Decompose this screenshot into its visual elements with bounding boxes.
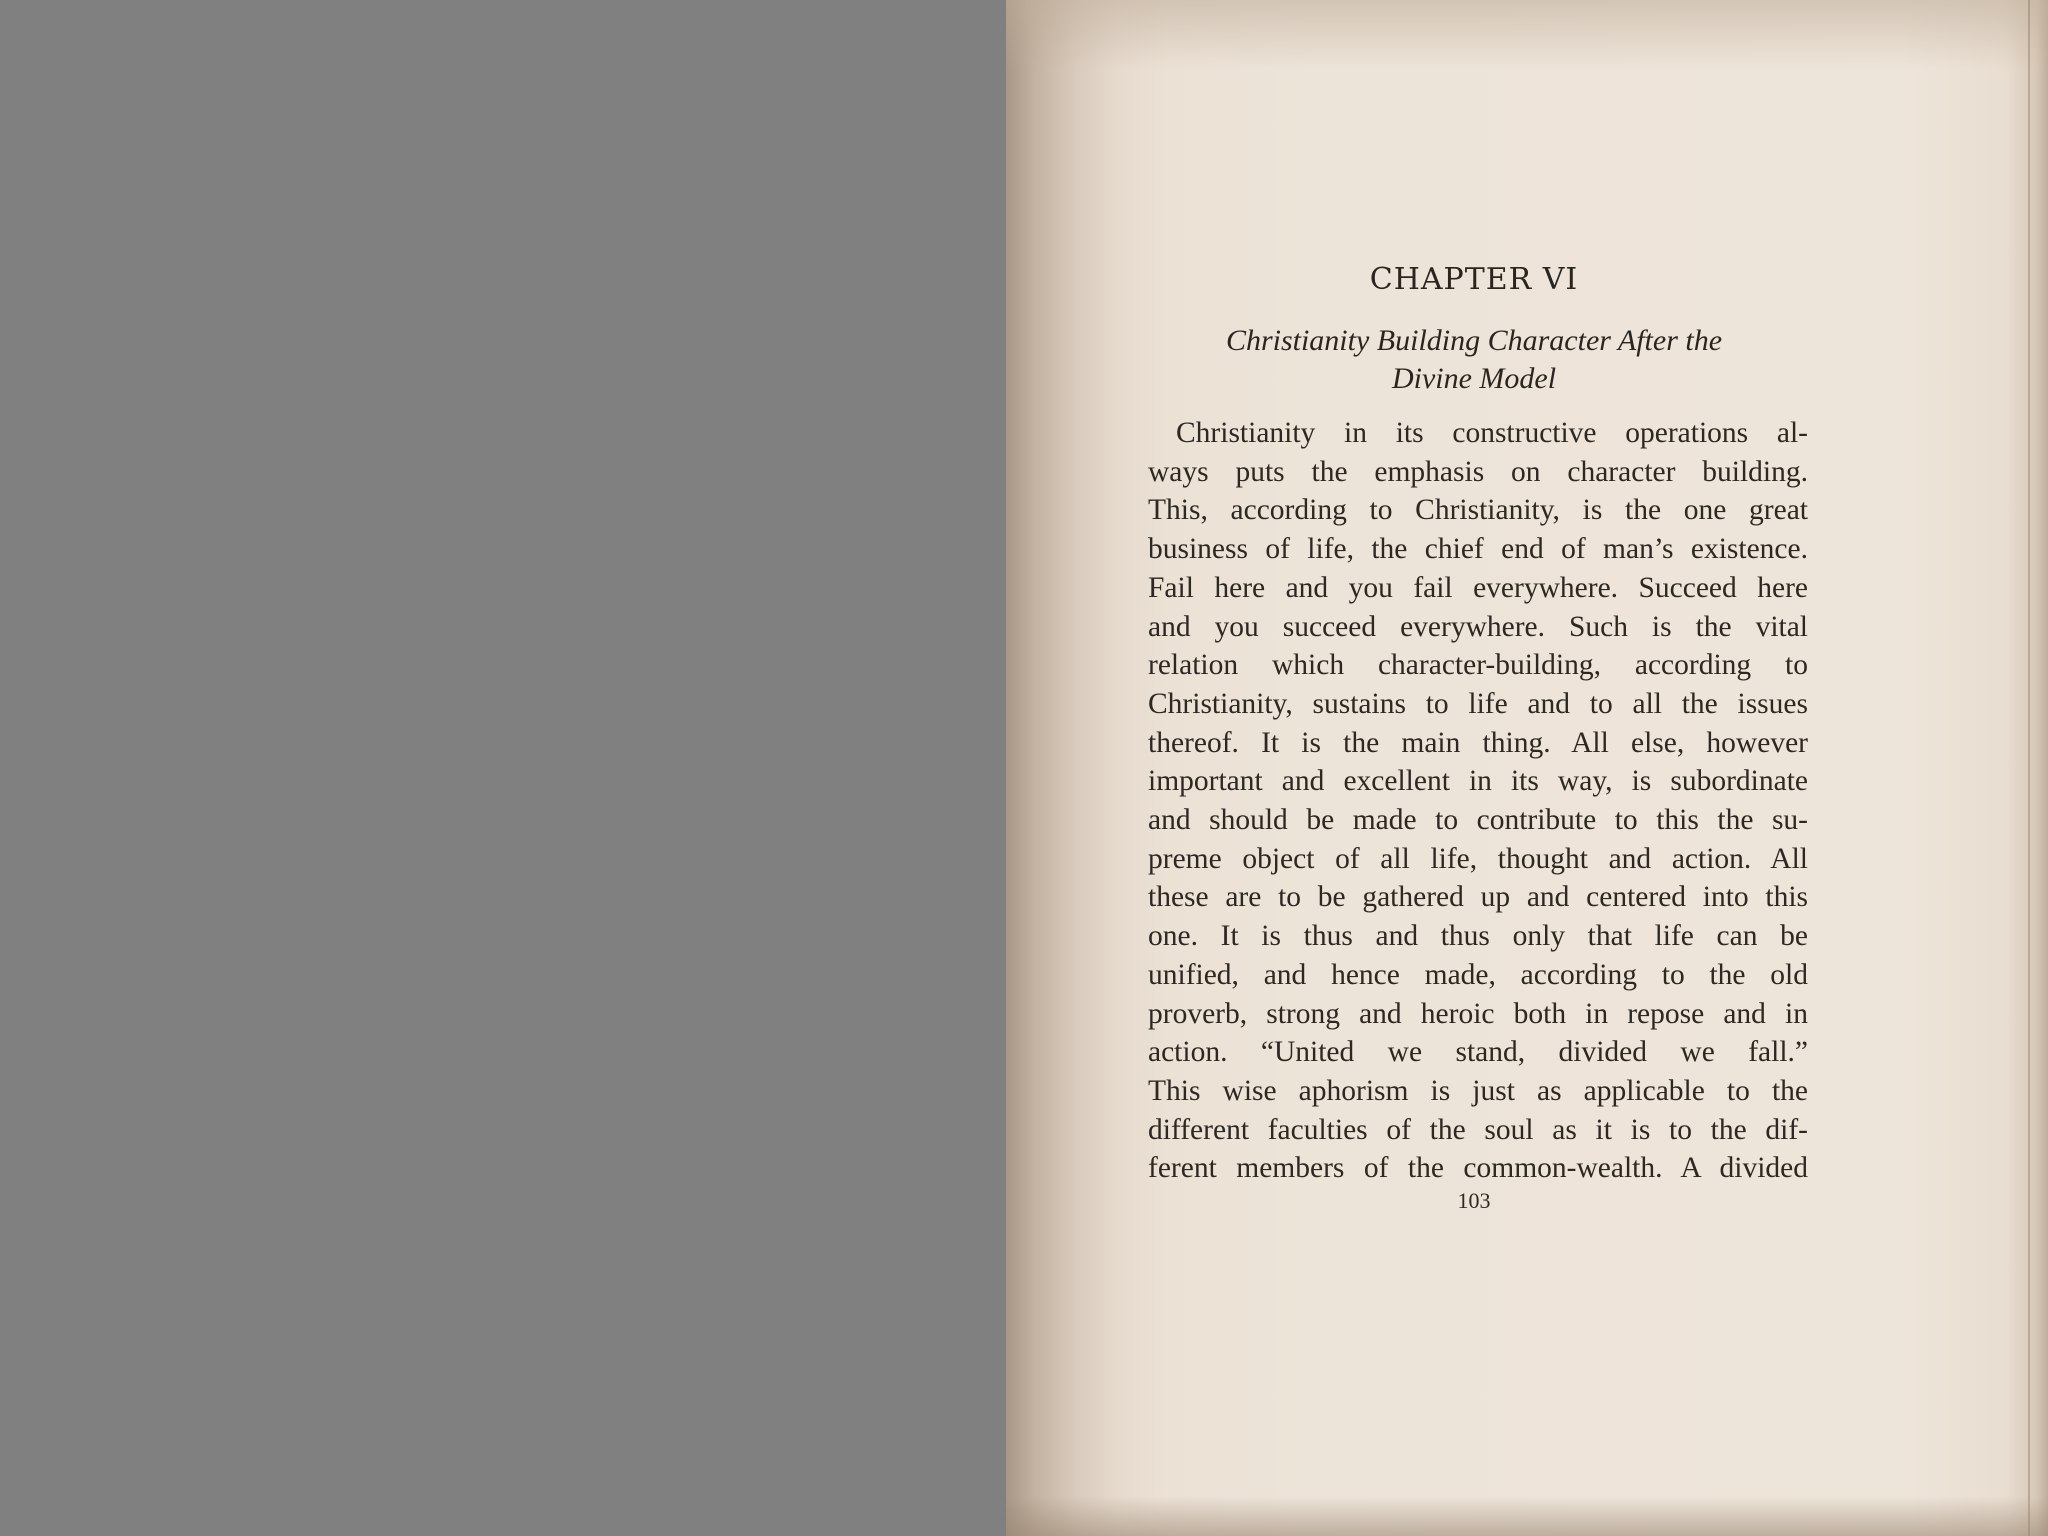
text-line: and should be made to contribute to this the su-	[1148, 804, 1808, 837]
chapter-title	[1150, 322, 1798, 398]
text-line: proverb, strong and heroic both in repose and in	[1148, 997, 1808, 1030]
text-line: these are to be gathered up and centered into this	[1148, 881, 1808, 914]
text-line: unified, and hence made, according to the old	[1148, 958, 1808, 991]
text-line: one. It is thus and thus only that life can be	[1148, 920, 1808, 953]
page-number: 103	[1457, 1188, 1491, 1213]
chapter-title-line-1: Christianity Building Character After the	[1225, 324, 1723, 357]
text-line: Christianity in its constructive operations al-	[1176, 417, 1808, 449]
text-line: relation which character-building, according to	[1148, 649, 1808, 682]
text-line: and you succeed everywhere. Such is the vital	[1148, 610, 1808, 643]
chapter-title-line-2: Divine Model	[1391, 362, 1557, 395]
text-line: ways puts the emphasis on character building.	[1148, 455, 1808, 488]
text-line: thereof. It is the main thing. All else, however	[1148, 726, 1808, 759]
text-line: preme object of all life, thought and action. All	[1148, 842, 1808, 875]
text-line: important and excellent in its way, is subordinate	[1148, 765, 1808, 798]
text-line: business of life, the chief end of man’s existence.	[1148, 533, 1808, 566]
chapter-number: CHAPTER VI	[1369, 262, 1579, 297]
text-line: different faculties of the soul as it is to the dif-	[1148, 1113, 1808, 1146]
text-line: Fail here and you fail everywhere. Succeed here	[1148, 571, 1808, 604]
text-line: action. “United we stand, divided we fall.”	[1148, 1036, 1808, 1069]
text-line: This, according to Christianity, is the one great	[1148, 494, 1808, 527]
blank-left-area	[0, 0, 1006, 1536]
text-line: This wise aphorism is just as applicable to the	[1148, 1074, 1808, 1107]
text-line: Christianity, sustains to life and to all the issues	[1148, 687, 1808, 720]
text-line: ferent members of the common-wealth. A divided	[1148, 1152, 1808, 1185]
page-edge	[2028, 0, 2030, 1536]
body-text	[1148, 414, 1808, 1188]
